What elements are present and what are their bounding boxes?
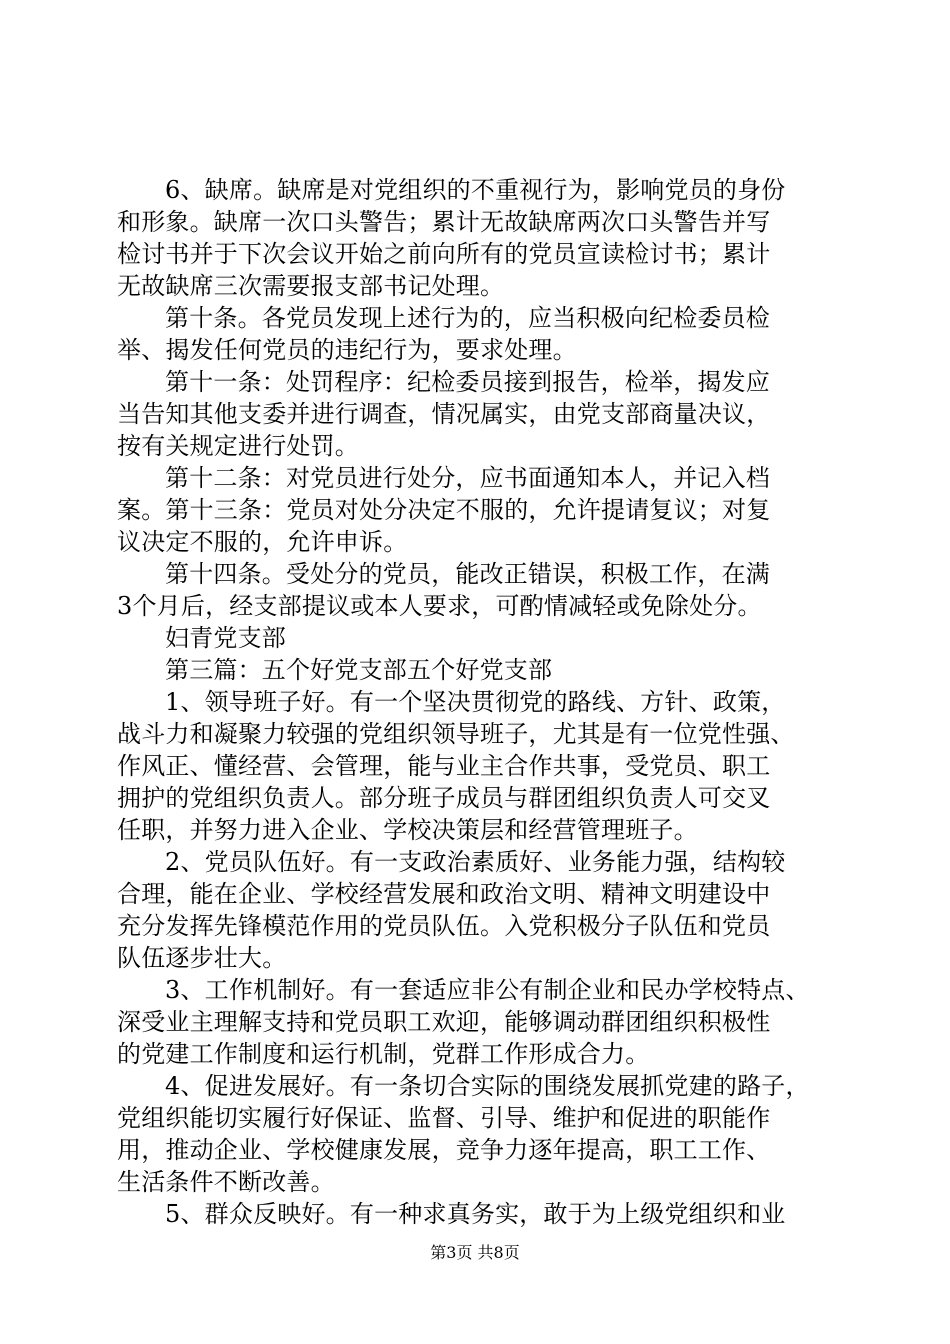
text-line: 第十二条：对党员进行处分，应书面通知本人，并记入档 <box>165 464 770 492</box>
text-line: 按有关规定进行处罚。 <box>117 432 359 460</box>
text-line: 队伍逐步壮大。 <box>117 944 287 972</box>
text-line: 检讨书并于下次会议开始之前向所有的党员宣读检讨书；累计 <box>117 240 771 268</box>
document-body <box>117 174 833 1230</box>
text-line: 案。第十三条：党员对处分决定不服的，允许提请复议；对复 <box>117 496 771 524</box>
text-line: 深受业主理解支持和党员职工欢迎，能够调动群团组织积极性 <box>117 1008 771 1036</box>
text-line: 作风正、懂经营、会管理，能与业主合作共事，受党员、职工 <box>117 752 771 780</box>
text-line: 的党建工作制度和运行机制，党群工作形成合力。 <box>117 1040 650 1068</box>
text-line: 当告知其他支委并进行调查，情况属实，由党支部商量决议， <box>117 400 771 428</box>
text-line: 3个月后，经支部提议或本人要求，可酌情减轻或免除处分。 <box>117 592 762 620</box>
text-line: 6、缺席。缺席是对党组织的不重视行为，影响党员的身份 <box>165 176 786 204</box>
text-line: 3、工作机制好。有一套适应非公有制企业和民办学校特点、 <box>165 976 810 1004</box>
text-line: 生活条件不断改善。 <box>117 1168 335 1196</box>
text-line: 第十四条。受处分的党员，能改正错误，积极工作，在满 <box>165 560 770 588</box>
text-line: 2、党员队伍好。有一支政治素质好、业务能力强，结构较 <box>165 848 786 876</box>
text-line: 和形象。缺席一次口头警告；累计无故缺席两次口头警告并写 <box>117 208 771 236</box>
text-line: 无故缺席三次需要报支部书记处理。 <box>117 272 505 300</box>
text-line: 党组织能切实履行好保证、监督、引导、维护和促进的职能作 <box>117 1104 771 1132</box>
text-line: 第三篇：五个好党支部五个好党支部 <box>165 656 553 684</box>
text-line: 充分发挥先锋模范作用的党员队伍。入党积极分子队伍和党员 <box>117 912 771 940</box>
text-line: 议决定不服的，允许申诉。 <box>117 528 408 556</box>
text-line: 用，推动企业、学校健康发展，竞争力逐年提高，职工工作、 <box>117 1136 771 1164</box>
text-line: 任职，并努力进入企业、学校决策层和经营管理班子。 <box>117 816 698 844</box>
text-line: 第十条。各党员发现上述行为的，应当积极向纪检委员检 <box>165 304 770 332</box>
text-line: 第十一条：处罚程序：纪检委员接到报告，检举，揭发应 <box>165 368 770 396</box>
text-line: 战斗力和凝聚力较强的党组织领导班子，尤其是有一位党性强、 <box>117 720 795 748</box>
text-line: 拥护的党组织负责人。部分班子成员与群团组织负责人可交叉 <box>117 784 771 812</box>
text-line: 合理，能在企业、学校经营发展和政治文明、精神文明建设中 <box>117 880 771 908</box>
text-line: 妇青党支部 <box>165 624 286 652</box>
page-footer: 第3页 共8页 <box>430 1243 520 1262</box>
text-line: 5、群众反映好。有一种求真务实，敢于为上级党组织和业 <box>165 1200 786 1228</box>
text-line: 举、揭发任何党员的违纪行为，要求处理。 <box>117 336 577 364</box>
text-line: 1、领导班子好。有一个坚决贯彻党的路线、方针、政策， <box>165 688 786 716</box>
text-line: 4、促进发展好。有一条切合实际的围绕发展抓党建的路子， <box>165 1072 810 1100</box>
